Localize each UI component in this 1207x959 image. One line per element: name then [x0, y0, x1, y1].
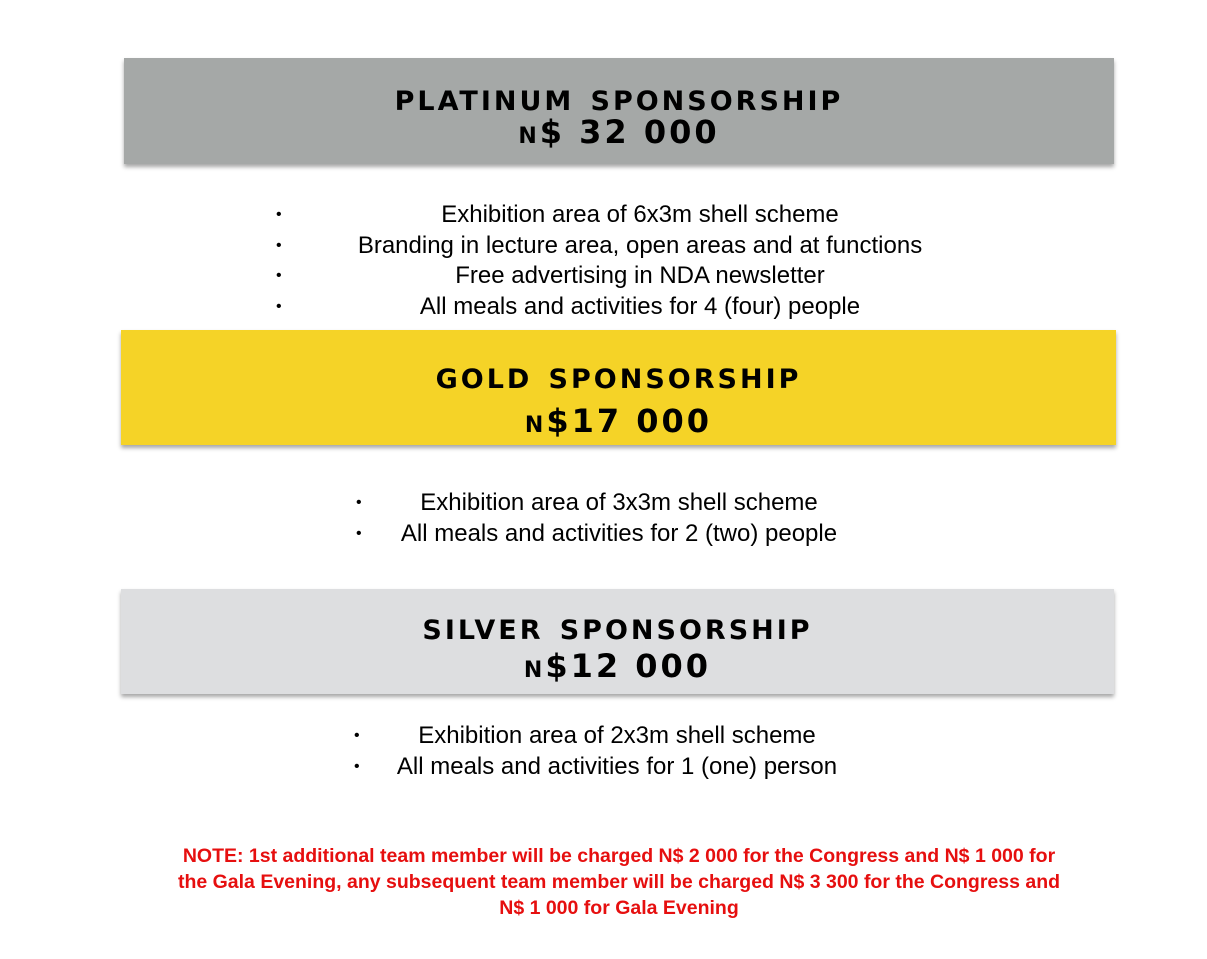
platinum-price: n$ 32 000 — [518, 113, 720, 151]
bullet-icon: • — [354, 757, 360, 775]
feature-text: All meals and activities for 4 (four) people — [419, 292, 861, 320]
note-line: the Gala Evening, any subsequent team member will be charged N$ 3 300 for the Congress and — [177, 871, 1061, 893]
list-item — [350, 721, 870, 752]
feature-text: All meals and activities for 2 (two) people — [400, 519, 838, 547]
bullet-icon: • — [354, 727, 360, 744]
list-item — [352, 488, 872, 519]
bullet-icon: • — [276, 206, 282, 223]
gold-feature-list — [352, 488, 872, 549]
list-item — [352, 519, 872, 550]
note-line: NOTE: 1st additional team member will be charged N$ 2 000 for the Congress and N$ 1 000 for — [182, 845, 1056, 867]
silver-title: silver sponsorship — [422, 604, 813, 648]
feature-text: Exhibition area of 3x3m shell scheme — [420, 489, 818, 516]
feature-text: Exhibition area of 2x3m shell scheme — [418, 722, 816, 749]
platinum-banner — [124, 58, 1114, 164]
silver-feature-list — [350, 721, 870, 782]
list-item — [274, 200, 994, 231]
feature-text: All meals and activities for 1 (one) person — [396, 752, 838, 780]
bullet-icon: • — [276, 236, 282, 254]
list-item — [274, 292, 994, 323]
note-line: N$ 1 000 for Gala Evening — [499, 897, 739, 919]
bullet-icon: • — [276, 297, 282, 315]
silver-banner — [121, 589, 1114, 694]
list-item — [350, 752, 870, 783]
feature-text: Exhibition area of 6x3m shell scheme — [441, 201, 839, 228]
bullet-icon: • — [356, 494, 362, 511]
platinum-title: platinum sponsorship — [394, 75, 844, 119]
gold-title: gold sponsorship — [435, 353, 802, 397]
silver-price: n$12 000 — [523, 647, 712, 685]
list-item — [274, 231, 994, 262]
gold-price: n$17 000 — [524, 402, 713, 440]
feature-text: Free advertising in NDA newsletter — [455, 262, 825, 289]
platinum-feature-list — [274, 200, 994, 322]
bullet-icon: • — [276, 267, 282, 284]
feature-text: Branding in lecture area, open areas and at functions — [357, 231, 923, 259]
gold-banner — [121, 330, 1116, 445]
bullet-icon: • — [356, 524, 362, 542]
pricing-note — [124, 843, 1114, 921]
list-item — [274, 261, 994, 292]
